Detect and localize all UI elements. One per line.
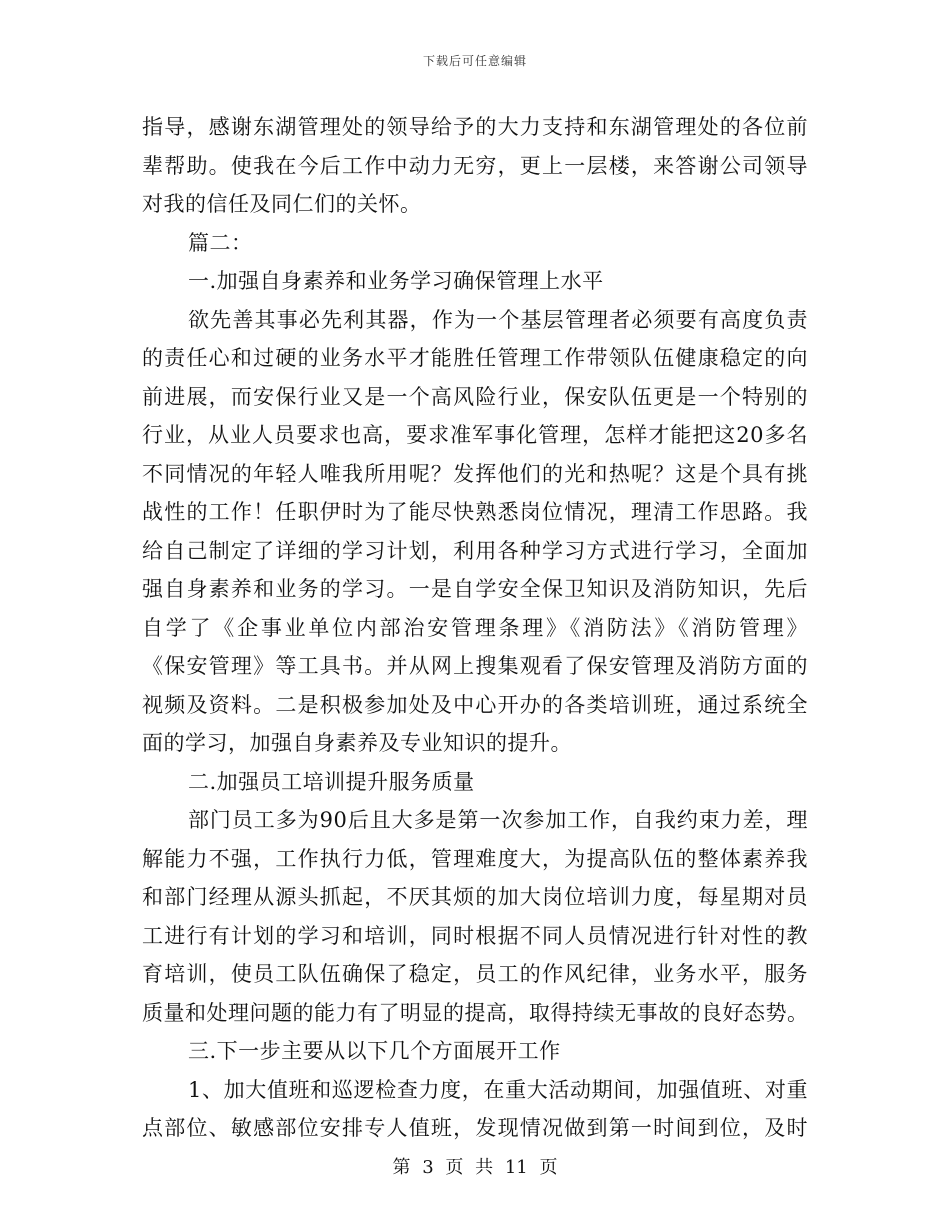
text-line: 质量和处理问题的能力有了明显的提高，取得持续无事故的良好态势。 (142, 1000, 808, 1025)
text-line: 给自己制定了详细的学习计划，利用各种学习方式进行学习，全面加 (142, 538, 808, 563)
text-line: 点部位、敏感部位安排专人值班，发现情况做到第一时间到位，及时 (142, 1116, 808, 1140)
text-line: 部门员工多为90后且大多是第一次参加工作，自我约束力差，理 (188, 808, 808, 832)
text-line: 欲先善其事必先利其器，作为一个基层管理者必须要有高度负责 (188, 307, 808, 332)
text-line: 和部门经理从源头抓起，不厌其烦的加大岗位培训力度，每星期对员 (142, 885, 808, 909)
text-line: 《保安管理》等工具书。并从网上搜集观看了保安管理及消防方面的 (142, 654, 808, 678)
text-line: 育培训，使员工队伍确保了稳定，员工的作风纪律，业务水平，服务 (142, 962, 808, 986)
text-line: 1、加大值班和巡逻检查力度，在重大活动期间，加强值班、对重 (188, 1077, 808, 1102)
text-line: 自学了《企事业单位内部治安管理条理》《消防法》《消防管理》 (142, 615, 808, 640)
text-line: 工进行有计划的学习和培训，同时根据不同人员情况进行针对性的教 (142, 923, 808, 948)
text-line: 三.下一步主要从以下几个方面展开工作 (188, 1039, 561, 1063)
text-line: 不同情况的年轻人唯我所用呢？发挥他们的光和热呢？这是个具有挑 (142, 461, 808, 486)
text-line: 对我的信任及同仁们的关怀。 (142, 192, 422, 216)
text-line: 面的学习，加强自身素养及专业知识的提升。 (142, 731, 572, 755)
page-footer: 第 3 页 共 11 页 (392, 1157, 558, 1178)
text-line: 解能力不强，工作执行力低，管理难度大，为提高队伍的整体素养我 (142, 846, 808, 871)
text-line: 篇二： (188, 230, 253, 255)
text-line: 辈帮助。使我在今后工作中动力无穷，更上一层楼，来答谢公司领导 (142, 153, 808, 178)
text-line: 视频及资料。二是积极参加处及中心开办的各类培训班，通过系统全 (142, 692, 808, 717)
text-line: 前进展，而安保行业又是一个高风险行业，保安队伍更是一个特别的 (142, 384, 808, 409)
text-line: 强自身素养和业务的学习。一是自学安全保卫知识及消防知识，先后 (142, 577, 808, 601)
text-line: 的责任心和过硬的业务水平才能胜任管理工作带领队伍健康稳定的向 (142, 346, 808, 370)
text-line: 一.加强自身素养和业务学习确保管理上水平 (188, 269, 604, 293)
page-header: 下载后可任意编辑 (422, 54, 527, 68)
text-line: 行业，从业人员要求也高，要求准军事化管理，怎样才能把这20多名 (142, 423, 808, 447)
text-line: 二.加强员工培训提升服务质量 (188, 769, 475, 794)
text-line: 指导，感谢东湖管理处的领导给予的大力支持和东湖管理处的各位前 (142, 115, 808, 139)
text-line: 战性的工作！任职伊时为了能尽快熟悉岗位情况，理清工作思路。我 (142, 500, 808, 524)
document-body (142, 108, 808, 1148)
